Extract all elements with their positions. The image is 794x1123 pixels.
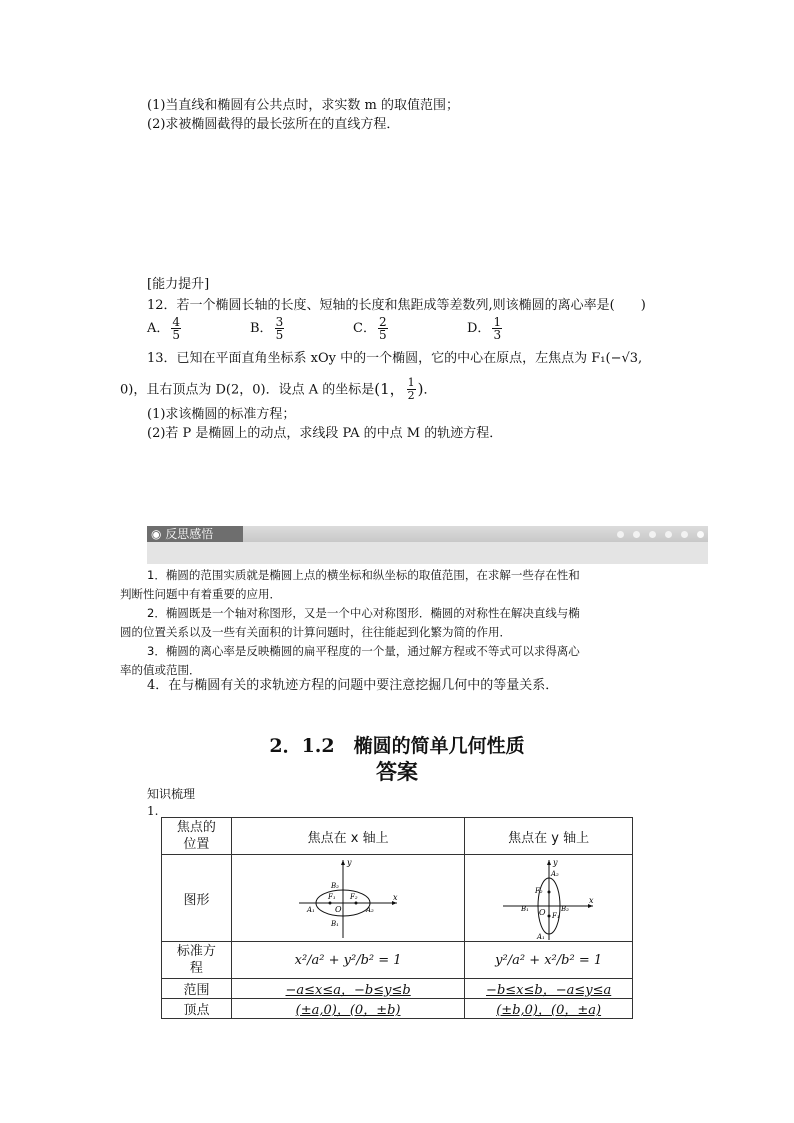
equation-x-axis: x²/a² + y²/b² = 1 [231,942,464,979]
q12-option-c[interactable] [353,316,467,341]
banner-dot [681,531,688,538]
table-row-figure [162,855,633,942]
banner-dot [665,531,672,538]
option-label: D． [467,321,491,336]
option-label: B． [250,321,273,336]
svg-text:B₂: B₂ [560,905,569,913]
range-x-axis: −a≤x≤a，−b≤y≤b [231,979,464,999]
option-fraction: $\frac{1}{3}$ [493,315,502,342]
svg-text:F₂: F₂ [350,893,358,901]
svg-text:A₂: A₂ [366,906,374,914]
svg-text:B₂: B₂ [331,882,340,890]
q12-option-d[interactable] [467,316,570,341]
range-y-axis: −b≤x≤b，−a≤y≤a [465,979,633,999]
banner-dot [697,531,704,538]
banner-lower-bar [147,542,708,564]
svg-text:A₁: A₁ [307,906,315,914]
svg-text:O: O [335,905,342,914]
reflection-line-6: 率的值或范围． [120,663,201,677]
q13-part2: (2)若 P 是椭圆上的动点，求线段 PA 的中点 M 的轨迹方程． [147,426,503,441]
svg-text:x: x [393,893,398,902]
q13-point: (1， $\frac{1}{2}$ ) [374,376,424,402]
q13-part1: (1)求该椭圆的标准方程； [147,407,296,422]
figure-x-axis-ellipse [231,855,464,942]
q11-part1: (1)当直线和椭圆有公共点时，求实数 m 的取值范围； [147,98,460,113]
banner-dot [649,531,656,538]
table-header-row [162,818,633,855]
svg-text:B₁: B₁ [520,905,529,913]
table-row-range [162,979,633,999]
ellipse-properties-table [161,817,633,1019]
answer-heading: 答案 [376,759,418,784]
header-focus-position: 焦点的位置 [162,818,232,855]
reflection-title: ◉ 反思感悟 [147,526,243,542]
svg-text:F₁: F₁ [551,912,560,920]
reflection-line-3: 2．椭圆既是一个轴对称图形，又是一个中心对称图形．椭圆的对称性在解决直线与椭 [147,606,580,620]
vertices-x-axis: (±a,0)，(0，±b) [231,999,464,1019]
knowledge-label: 知识梳理 [147,787,196,801]
svg-text:y: y [552,858,558,867]
row-label-figure: 图形 [162,855,232,942]
option-fraction: $\frac{2}{5}$ [378,315,387,342]
option-label: C． [353,321,376,336]
table-row-equation [162,942,633,979]
q13-line2-end: ． [423,382,437,398]
ellipse-x-figure [293,856,403,940]
q12-option-b[interactable] [250,316,353,341]
q12-stem: 12．若一个椭圆长轴的长度、短轴的长度和焦距成等差数列,则该椭圆的离心率是( ) [147,298,646,313]
svg-text:A₂: A₂ [550,870,559,878]
svg-text:F₂: F₂ [534,887,543,895]
q13-line2 [120,377,437,402]
q12-options [147,316,570,341]
item-number: 1. [147,804,159,818]
svg-text:y: y [347,858,352,867]
answer-section-title: 2．1.2 椭圆的简单几何性质 [269,735,525,757]
reflection-line-1: 1．椭圆的范围实质就是椭圆上点的横坐标和纵坐标的取值范围，在求解一些存在性和 [147,568,580,582]
q12-option-a[interactable] [147,316,250,341]
reflection-banner [147,526,708,564]
row-label-vertices: 顶点 [162,999,232,1019]
reflection-line-7: 4．在与椭圆有关的求轨迹方程的问题中要注意挖掘几何中的等量关系． [147,678,559,693]
row-label-equation: 标准方程 [162,942,232,979]
svg-text:x: x [588,896,594,905]
option-label: A． [147,321,170,336]
q13-line2-text: 0)，且右顶点为 D(2，0)．设点 A 的坐标是 [120,382,375,398]
svg-text:B₁: B₁ [331,920,340,928]
svg-text:A₁: A₁ [536,933,545,940]
reflection-line-2: 判断性问题中有着重要的应用． [120,587,281,601]
reflection-line-4: 圆的位置关系以及一些有关面积的计算问题时，往往能起到化繁为简的作用． [120,625,511,639]
q11-part2: (2)求被椭圆截得的最长弦所在的直线方程． [147,117,400,132]
header-y-axis: 焦点在 y 轴上 [465,818,633,855]
row-label-range: 范围 [162,979,232,999]
option-fraction: $\frac{3}{5}$ [275,315,284,342]
banner-dot [617,531,624,538]
header-x-axis: 焦点在 x 轴上 [231,818,464,855]
svg-text:O: O [538,908,546,917]
q13-line1: 13．已知在平面直角坐标系 xOy 中的一个椭圆，它的中心在原点，左焦点为 F₁(−√3, [147,351,643,366]
figure-y-axis-ellipse [465,855,633,942]
banner-dot [633,531,640,538]
section-label-ability: [能力提升] [147,277,210,292]
vertices-y-axis: (±b,0)，(0，±a) [465,999,633,1019]
equation-y-axis: y²/a² + x²/b² = 1 [465,942,633,979]
reflection-line-5: 3．椭圆的离心率是反映椭圆的扁平程度的一个量，通过解方程或不等式可以求得离心 [147,644,580,658]
table-row-vertices [162,999,633,1019]
ellipse-y-figure [499,856,599,940]
option-fraction: $\frac{4}{5}$ [172,315,181,342]
svg-text:F₁: F₁ [328,893,336,901]
